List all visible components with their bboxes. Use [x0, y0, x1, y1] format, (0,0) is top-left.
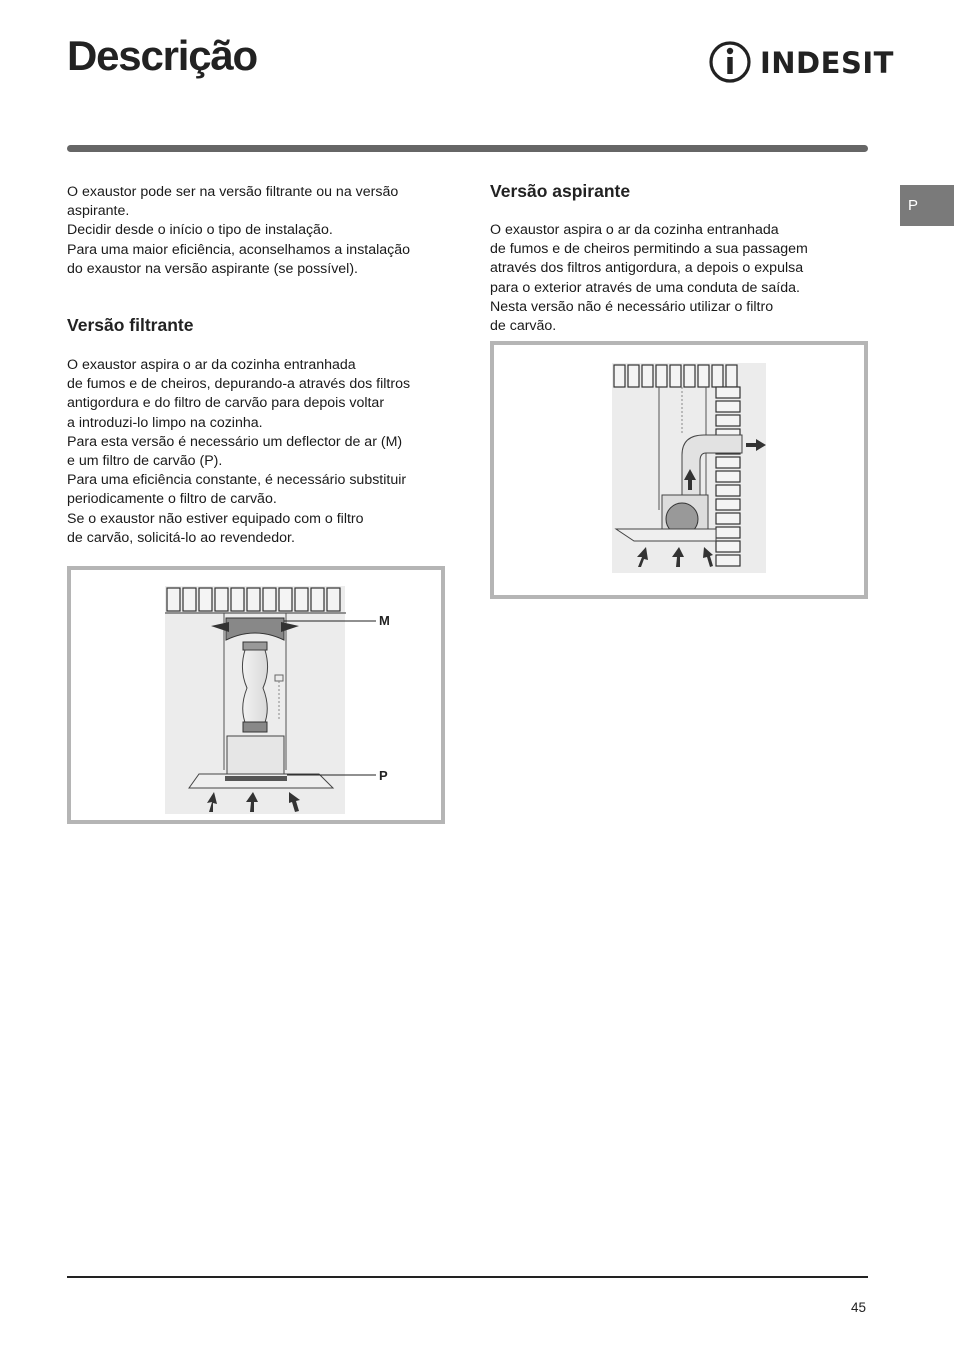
aspirante-hood-illustration [494, 345, 864, 595]
footer-rule [67, 1276, 868, 1278]
aspirante-text: O exaustor aspira o ar da cozinha entranhada de fumos e de cheiros permitindo a sua passagem através dos filtros antigordura, a depois o expulsa para o exterior através de uma conduta de saída. Nesta versão não é necessário utilizar o filtro de carvão. [490, 222, 808, 335]
filtrante-figure [67, 566, 445, 824]
language-tab-label: P [908, 197, 919, 214]
intro-text: O exaustor pode ser na versão filtrante ou na versão aspirante. Decidir desde o início o tipo de instalação. Para uma maior eficiência, aconselhamos a instalação do exaustor na versão aspirante (se possível). [67, 184, 411, 277]
page-title: Descrição [67, 32, 257, 79]
filtrante-text: O exaustor aspira o ar da cozinha entranhada de fumos e de cheiros, depurando-a através dos filtros antigordura e do filtro de carvão para depois voltar a introduzi-lo limpo na cozinha. Para esta versão é necessário um deflector de ar (M) e um filtro de carvão (P). Para uma eficiência constante, é necessário substituir periodicamente o filtro de carvão. Se o exaustor não estiver equipado com o filtro de carvão, solicitá-lo ao revendedor. [67, 357, 411, 546]
brand-name: INDESIT [760, 46, 894, 80]
language-tab [900, 185, 954, 226]
page-number: 45 [851, 1300, 867, 1315]
indesit-logo-icon [708, 38, 756, 86]
aspirante-figure [490, 341, 868, 599]
deflector-label-m: M [379, 613, 390, 628]
charcoal-filter-label-p: P [379, 768, 388, 783]
header-rule [67, 145, 868, 152]
aspirante-heading: Versão aspirante [490, 181, 631, 201]
filtrante-heading: Versão filtrante [67, 315, 194, 335]
brand-logo [708, 38, 894, 86]
